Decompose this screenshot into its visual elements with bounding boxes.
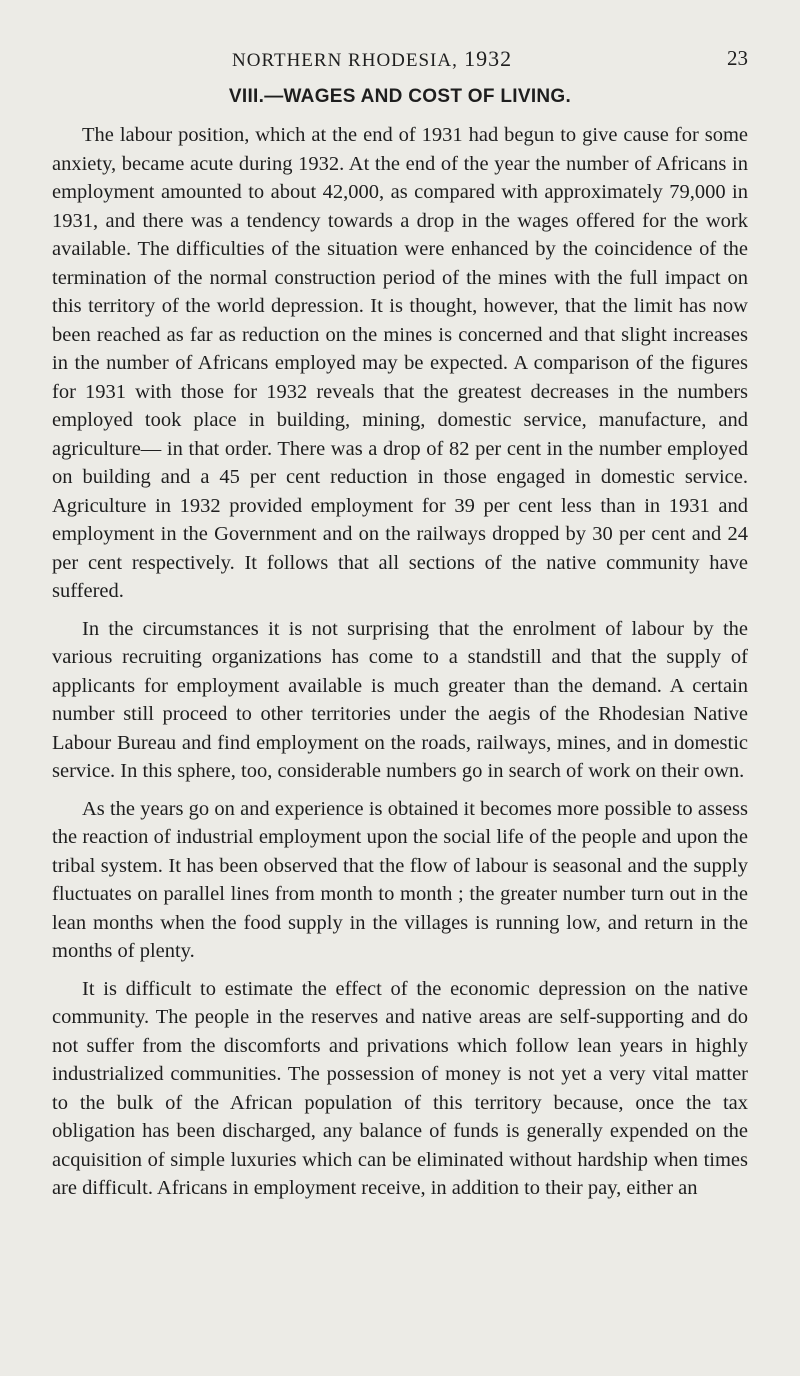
paragraph-industrial-employment: As the years go on and experience is obtained it becomes more possible to assess the reaction of industrial employment upon the social life of the people and upon the tribal system. It has been observed that the flow of labour is seasonal and the supply fluctuates on parallel lines from month to month ; the greater number turn out in the lean months when the food supply in the villages is running low, and return in the months of plenty. — [52, 797, 748, 962]
body-text — [52, 121, 748, 1203]
running-title — [232, 46, 512, 72]
running-header — [52, 46, 748, 78]
paragraph-economic-depression: It is difficult to estimate the effect of the economic depression on the native community. The people in the reserves and native areas are self-supporting and do not suffer from the discomforts and privations which follow lean years in highly industrialized communities. The possession of money is not yet a very vital matter to the bulk of the African population of this territory because, once the tax obligation has been discharged, any balance of funds is generally expended on the acquisition of simple luxuries which can be eliminated without hardship when times are difficult. Africans in employment receive, in addition to their pay, either an — [52, 977, 748, 1199]
paragraph-recruiting: In the circumstances it is not surprising that the enrolment of labour by the various recruiting organizations has come to a standstill and that the supply of applicants for employment available is much greater than the demand. A certain number still proceed to other territories under the aegis of the Rhodesian Native Labour Bureau and find employment on the roads, railways, mines, and in domestic service. In this sphere, too, considerable numbers go in search of work on their own. — [52, 617, 748, 782]
section-heading: VIII.—WAGES AND COST OF LIVING. — [228, 86, 572, 107]
page-number: 23 — [727, 46, 748, 70]
territory-name: NORTHERN RHODESIA, — [232, 50, 458, 71]
report-year: 1932 — [464, 46, 513, 71]
paragraph-labour-position: The labour position, which at the end of 1931 had begun to give cause for some anxiety, became acute during 1932. At the end of the year the number of Africans in employment amounted to about 42,000, as compared with approximately 79,000 in 1931, and there was a tendency towards a drop in the wages offered for the work available. The difficulties of the situation were enhanced by the coincidence of the termination of the normal construction period of the mines with the full impact on this territory of the world depression. It is thought, however, that the limit has now been reached as far as reduction on the mines is concerned and that slight increases in the number of Africans employed may be expected. A comparison of the figures for 1931 with those for 1932 reveals that the greatest decreases in the numbers employed took place in building, mining, domestic service, manufacture, and agriculture— in that order. There was a drop of 82 per cent in the number employed on building and a 45 per cent reduction in those engaged in domestic service. Agriculture in 1932 provided employment for 39 per cent less than in 1931 and employment in the Government and on the railways dropped by 30 per cent and 24 per cent respectively. It follows that all sections of the native community have suffered. — [52, 124, 748, 602]
